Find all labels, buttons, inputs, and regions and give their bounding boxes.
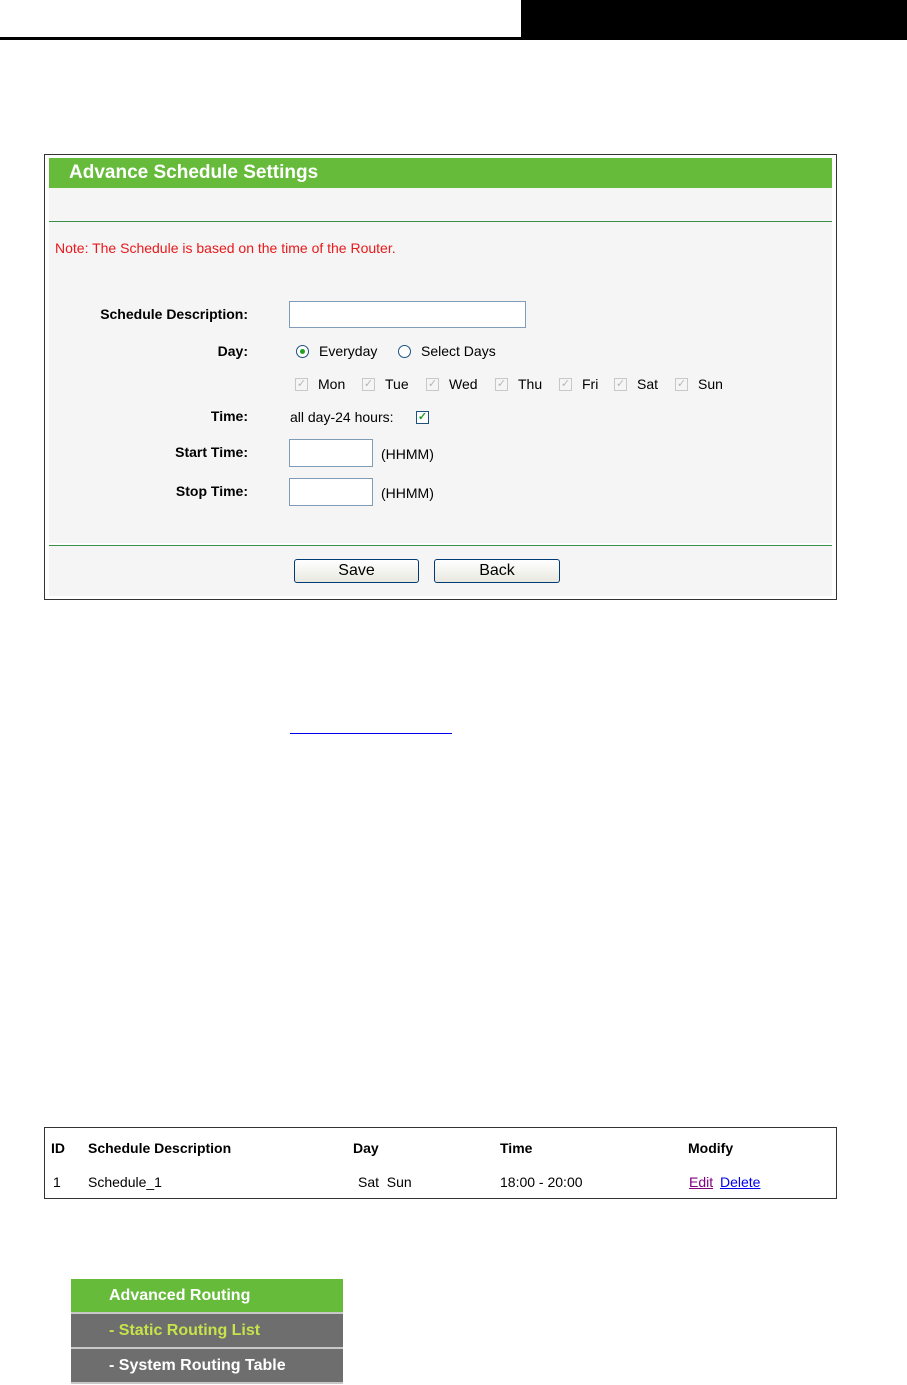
start-time-input[interactable] bbox=[289, 439, 373, 467]
table-header-modify: Modify bbox=[688, 1140, 734, 1156]
table-header-time: Time bbox=[500, 1140, 533, 1156]
day-mon-label: Mon bbox=[318, 376, 346, 392]
row-id: 1 bbox=[53, 1174, 61, 1190]
table-header-description: Schedule Description bbox=[88, 1140, 232, 1156]
select-days-label: Select Days bbox=[421, 343, 496, 359]
day-fri-checkbox[interactable]: ✓ bbox=[560, 378, 571, 390]
header-bar bbox=[521, 0, 907, 37]
day-tue-label: Tue bbox=[385, 376, 409, 392]
delete-link[interactable]: Delete bbox=[720, 1174, 761, 1190]
all-day-label: all day-24 hours: bbox=[290, 409, 394, 425]
schedule-settings-panel bbox=[44, 154, 837, 600]
day-sun-label: Sun bbox=[698, 376, 723, 392]
schedule-description-label: Schedule Description: bbox=[100, 306, 248, 322]
save-button[interactable]: Save bbox=[294, 559, 419, 583]
day-wed-label: Wed bbox=[449, 376, 478, 392]
panel-title: Advance Schedule Settings bbox=[49, 158, 832, 188]
day-sat-label: Sat bbox=[637, 376, 659, 392]
select-days-radio[interactable] bbox=[398, 345, 411, 358]
menu-item-static-routing-list[interactable]: - Static Routing List bbox=[71, 1314, 343, 1349]
day-wed-checkbox[interactable]: ✓ bbox=[427, 378, 438, 390]
table-header-day: Day bbox=[353, 1140, 379, 1156]
day-tue-checkbox[interactable]: ✓ bbox=[363, 378, 374, 390]
table-header-id: ID bbox=[51, 1140, 65, 1156]
time-label: Time: bbox=[210, 408, 248, 424]
panel-subheader bbox=[49, 188, 832, 222]
day-label: Day: bbox=[217, 343, 248, 359]
row-description: Schedule_1 bbox=[88, 1174, 162, 1190]
menu-item-advanced-routing[interactable]: Advanced Routing bbox=[71, 1279, 343, 1314]
schedule-description-input[interactable] bbox=[289, 301, 526, 328]
row-day: Sat Sun bbox=[358, 1174, 412, 1190]
advanced-routing-menu bbox=[71, 1279, 343, 1384]
schedule-table bbox=[44, 1127, 837, 1199]
back-button[interactable]: Back bbox=[434, 559, 560, 583]
all-day-checkbox[interactable]: ✓ bbox=[417, 411, 428, 423]
day-thu-label: Thu bbox=[518, 376, 543, 392]
everyday-label: Everyday bbox=[319, 343, 378, 359]
header-rule bbox=[0, 37, 907, 40]
stop-time-hint: (HHMM) bbox=[381, 485, 434, 501]
everyday-radio[interactable] bbox=[296, 345, 309, 358]
start-time-hint: (HHMM) bbox=[381, 446, 434, 462]
day-fri-label: Fri bbox=[582, 376, 599, 392]
day-sat-checkbox[interactable]: ✓ bbox=[615, 378, 626, 390]
day-thu-checkbox[interactable]: ✓ bbox=[496, 378, 507, 390]
row-time: 18:00 - 20:00 bbox=[500, 1174, 583, 1190]
hyperlink-underline[interactable] bbox=[290, 733, 452, 734]
menu-item-system-routing-table[interactable]: - System Routing Table bbox=[71, 1349, 343, 1384]
stop-time-input[interactable] bbox=[289, 478, 373, 506]
day-sun-checkbox[interactable]: ✓ bbox=[676, 378, 687, 390]
start-time-label: Start Time: bbox=[175, 444, 248, 460]
day-mon-checkbox[interactable]: ✓ bbox=[296, 378, 307, 390]
stop-time-label: Stop Time: bbox=[175, 483, 248, 499]
edit-link[interactable]: Edit bbox=[689, 1174, 714, 1190]
schedule-note: Note: The Schedule is based on the time of the Router. bbox=[55, 240, 396, 256]
